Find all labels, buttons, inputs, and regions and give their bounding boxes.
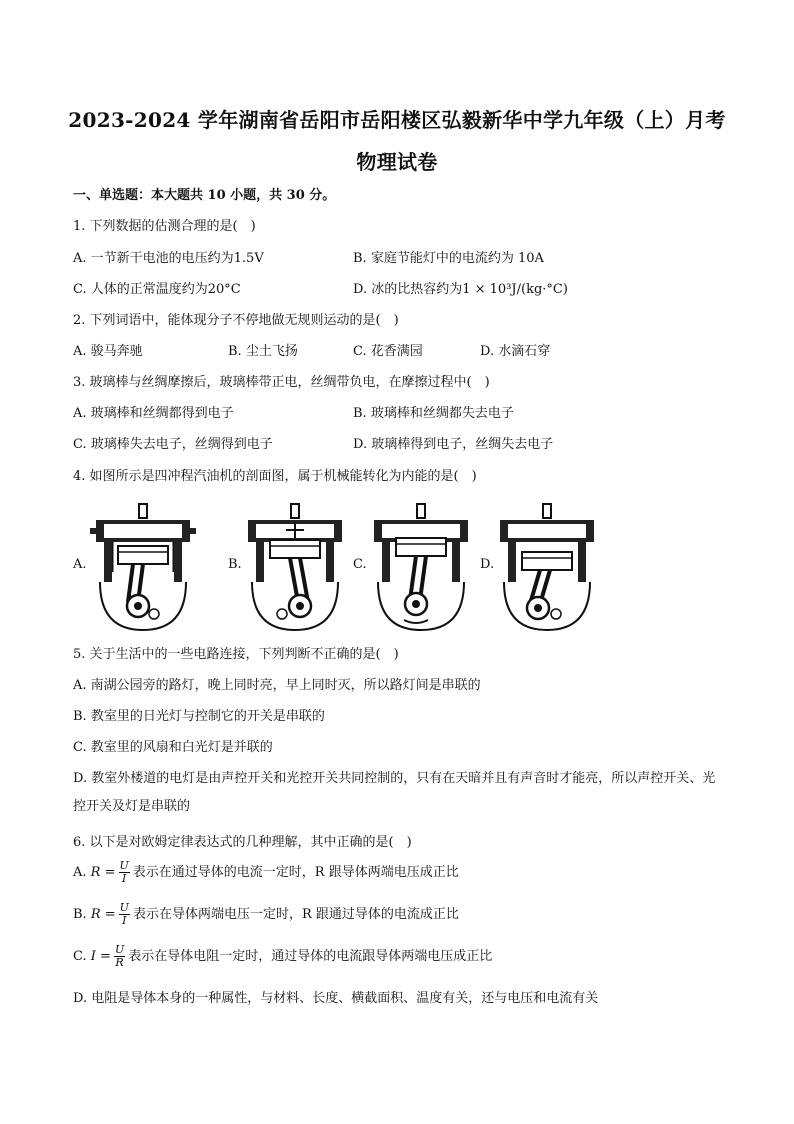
question-4-option-d-label: D. xyxy=(480,557,495,572)
engine-diagram-c xyxy=(366,502,476,632)
option-b-label: B. xyxy=(73,907,87,922)
question-1-stem: 1. 下列数据的估测合理的是( ) xyxy=(73,219,256,234)
question-6-stem: 6. 以下是对欧姆定律表达式的几种理解，其中正确的是( ) xyxy=(73,835,412,850)
engine-diagram-a xyxy=(88,502,198,632)
question-5-option-a: A. 南湖公园旁的路灯，晚上同时亮，早上同时灭，所以路灯间是串联的 xyxy=(73,678,481,693)
formula-lhs: I = xyxy=(90,949,111,964)
question-4-stem: 4. 如图所示是四冲程汽油机的剖面图，属于机械能转化为内能的是( ) xyxy=(73,469,477,484)
fraction-numerator: U xyxy=(119,901,129,914)
option-a-text: 表示在通过导体的电流一定时，R 跟导体两端电压成正比 xyxy=(132,865,459,880)
question-2-option-c: C. 花香满园 xyxy=(353,344,423,359)
fraction xyxy=(119,860,130,885)
fraction xyxy=(119,902,130,927)
question-2-option-a: A. 骏马奔驰 xyxy=(73,344,143,359)
fraction-numerator: U xyxy=(119,859,129,872)
exam-title-line2: 物理试卷 xyxy=(356,150,438,174)
question-5-stem: 5. 关于生活中的一些电路连接，下列判断不正确的是( ) xyxy=(73,647,399,662)
question-6-option-a xyxy=(73,860,459,885)
question-1-option-b: B. 家庭节能灯中的电流约为 10A xyxy=(353,251,544,266)
option-b-text: 表示在导体两端电压一定时，R 跟通过导体的电流成正比 xyxy=(132,907,459,922)
question-4-option-a-label: A. xyxy=(73,557,87,572)
question-3-option-b: B. 玻璃棒和丝绸都失去电子 xyxy=(353,406,514,421)
question-1-option-c: C. 人体的正常温度约为20°C xyxy=(73,282,241,297)
fraction-numerator: U xyxy=(114,943,125,956)
fraction-denominator: R xyxy=(115,956,124,969)
question-6-option-b xyxy=(73,902,459,927)
fraction-denominator: I xyxy=(122,914,127,927)
question-3-option-c: C. 玻璃棒失去电子，丝绸得到电子 xyxy=(73,437,273,452)
engine-diagram-b xyxy=(240,502,350,632)
formula-lhs: R = xyxy=(90,907,116,922)
question-1-option-d: D. 冰的比热容约为1 × 10³J/(kg·°C) xyxy=(353,282,568,297)
question-4-option-b-label: B. xyxy=(228,557,242,572)
question-5-option-c: C. 教室里的风扇和白光灯是并联的 xyxy=(73,740,273,755)
fraction-denominator: I xyxy=(121,872,127,885)
question-3-stem: 3. 玻璃棒与丝绸摩擦后，玻璃棒带正电，丝绸带负电，在摩擦过程中( ) xyxy=(73,375,490,390)
question-5-option-b: B. 教室里的日光灯与控制它的开关是串联的 xyxy=(73,709,325,724)
option-c-text: 表示在导体电阻一定时，通过导体的电流跟导体两端电压成正比 xyxy=(128,949,493,964)
formula-lhs: R = xyxy=(90,865,116,880)
option-a-label: A. xyxy=(73,865,87,880)
question-4-option-c-label: C. xyxy=(353,557,367,572)
question-2-stem: 2. 下列词语中，能体现分子不停地做无规则运动的是( ) xyxy=(73,313,399,328)
fraction xyxy=(114,944,125,969)
engine-diagram-d xyxy=(492,502,602,632)
question-2-option-b: B. 尘土飞扬 xyxy=(228,344,298,359)
option-c-label: C. xyxy=(73,949,87,964)
section-heading: 一、单选题：本大题共 10 小题，共 30 分。 xyxy=(73,188,336,203)
question-2-option-d: D. 水滴石穿 xyxy=(480,344,551,359)
question-3-option-d: D. 玻璃棒得到电子，丝绸失去电子 xyxy=(353,437,554,452)
question-6-option-d: D. 电阻是导体本身的一种属性，与材料、长度、横截面积、温度有关，还与电压和电流有关 xyxy=(73,991,599,1006)
question-3-option-a: A. 玻璃棒和丝绸都得到电子 xyxy=(73,406,234,421)
question-5-option-d: D. 教室外楼道的电灯是由声控开关和光控开关共同控制的，只有在天暗并且有声音时才能亮，所以声控开关、光控开关及灯是串联的 xyxy=(73,771,716,814)
exam-title-line1: 2023-2024 学年湖南省岳阳市岳阳楼区弘毅新华中学九年级（上）月考 xyxy=(68,108,726,132)
question-1-option-a: A. 一节新干电池的电压约为1.5V xyxy=(73,251,264,266)
question-6-option-c xyxy=(73,944,492,969)
